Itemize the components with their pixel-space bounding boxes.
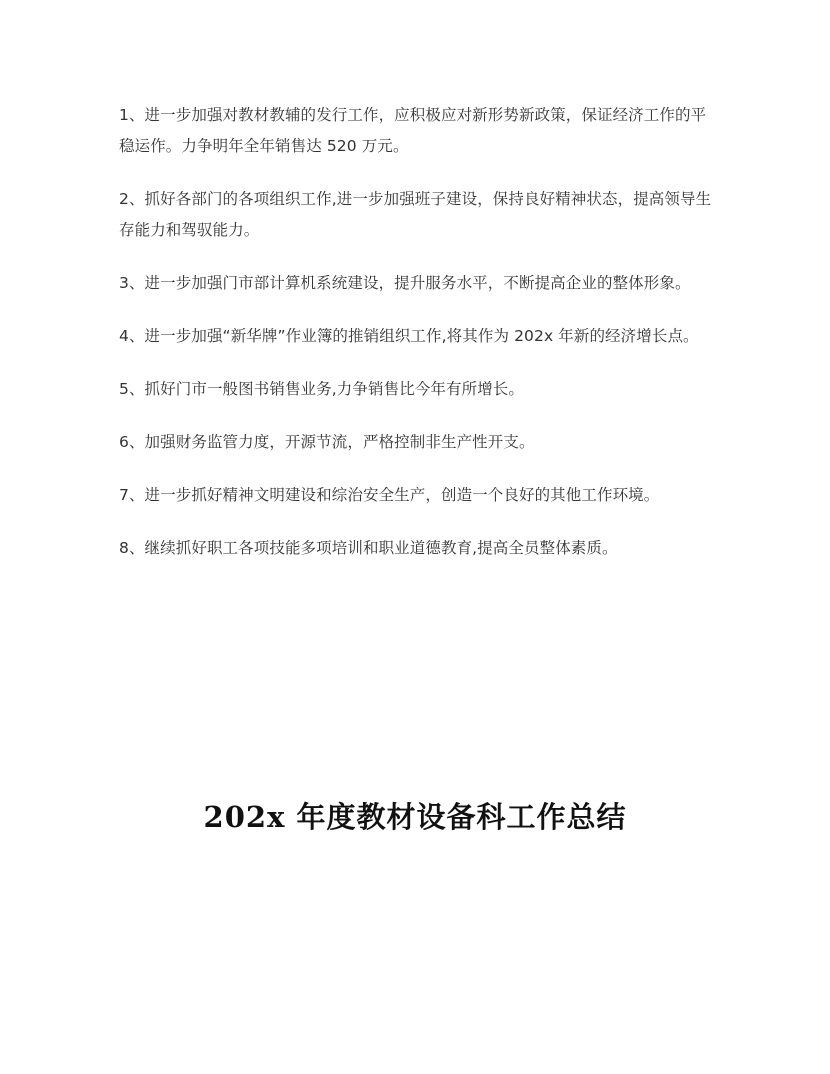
document-title: 202x 年度教材设备科工作总结 [203,800,627,834]
paragraph: 8、继续抓好职工各项技能多项培训和职业道德教育,提高全员整体素质。 [119,539,618,557]
paragraph: 2、抓好各部门的各项组织工作,进一步加强班子建设，保持良好精神状态，提高领导生存能力和驾驭能力。 [119,190,712,239]
paragraph: 1、进一步加强对教材教辅的发行工作，应积极应对新形势新政策，保证经济工作的平稳运作。力争明年全年销售达 520 万元。 [119,106,707,155]
paragraph-list [119,100,719,586]
paragraph: 3、进一步加强门市部计算机系统建设，提升服务水平，不断提高企业的整体形象。 [119,274,691,292]
paragraph: 6、加强财务监管力度，开源节流，严格控制非生产性开支。 [119,433,535,451]
paragraph: 4、进一步加强“新华牌”作业簿的推销组织工作,将其作为 202x 年新的经济增长点。 [119,327,699,345]
paragraph: 5、抓好门市一般图书销售业务,力争销售比今年有所增长。 [119,380,524,398]
paragraph: 7、进一步抓好精神文明建设和综治安全生产，创造一个良好的其他工作环境。 [119,486,660,504]
